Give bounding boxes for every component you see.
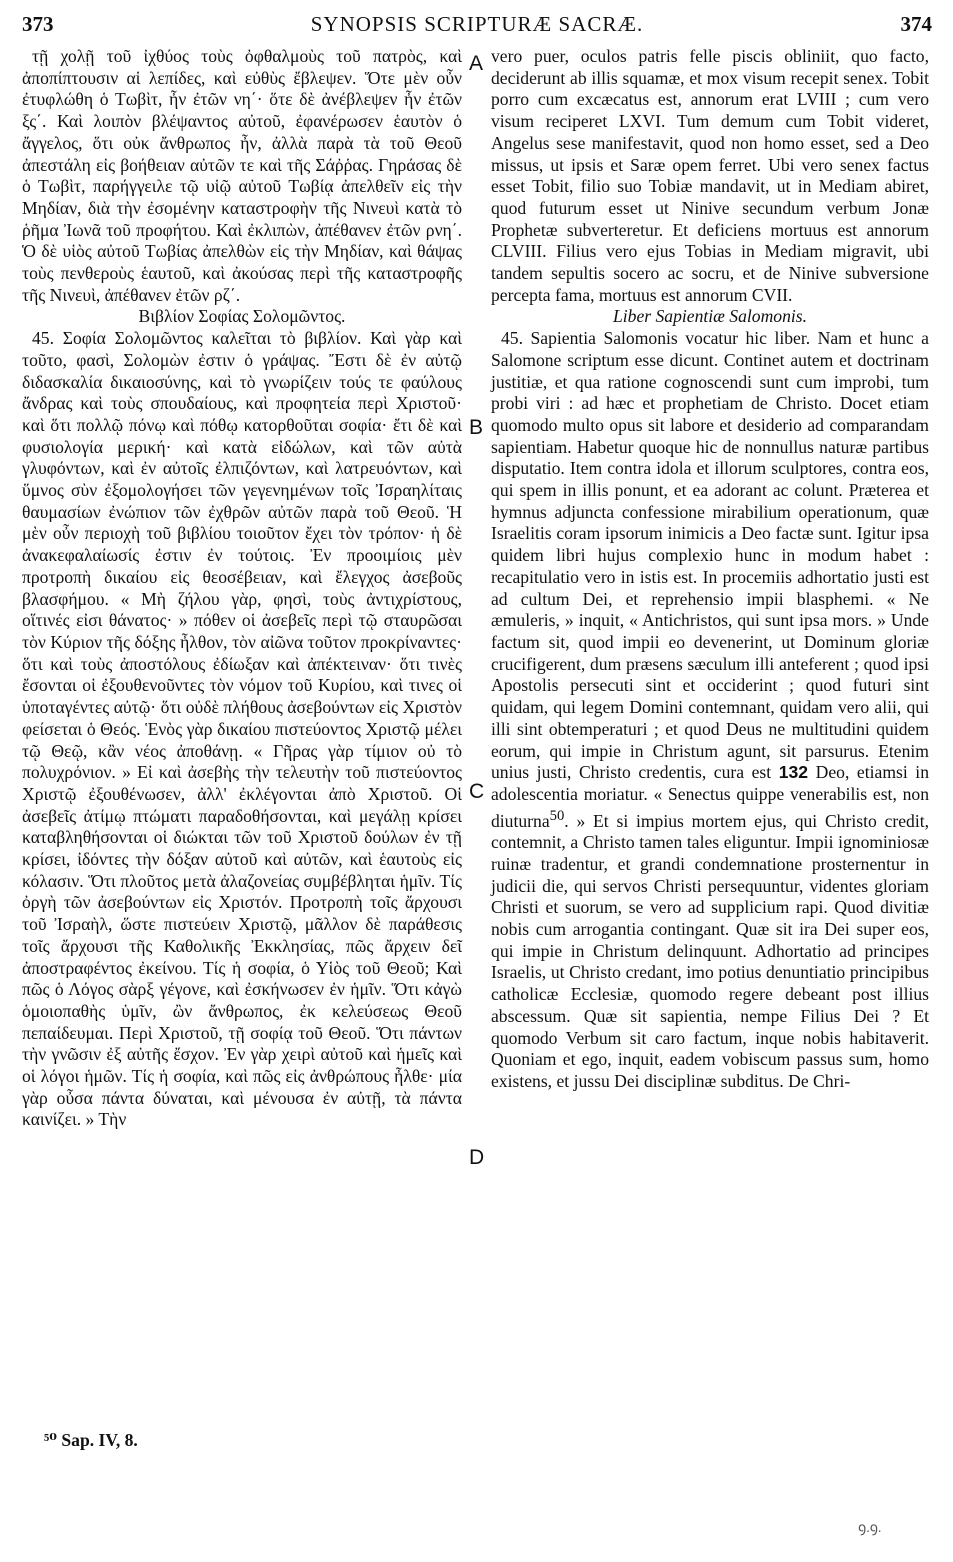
column-number: 132: [778, 762, 809, 783]
latin-text-part-b: Deo, etiamsi in adolescentia moriatur. « Senectus quippe venerabilis est, non diuturna: [491, 762, 929, 831]
greek-paragraph-wisdom: 45. Σοφία Σολομῶντος καλεῖται τὸ βιβλίον. Καὶ γὰρ καὶ τοῦτο, φασὶ, Σολομὼν ἐστιν ὁ γράψας. Ἔστι δὲ ἐν αὐτῷ διδασκαλία δικαιοσύνης, καὶ τὸ γνωρίζειν τούς τε φαύλους ἄνδρας καὶ τοὺς σπουδαίους, καὶ προφητεία περὶ Χριστοῦ· καὶ ὅτι πολλῷ πόνῳ καὶ πόθῳ κατορθοῦται σοφία· ἔτι δὲ καὶ φυσιολογία μερική· καὶ κατὰ εἰδώλων, καὶ τῶν αὐτὰ γλυφόντων, καὶ ἐν αὐτοῖς ἐλπιζόντων, καὶ λατρευόντων, καὶ ὕμνος σὺν ἐξομολογήσει τῶν γεγενημένων τοῖς Ἰσραηλίταις θαυμασίων ἐνώπιον τῶν ἐχθρῶν αὐτῶν παρὰ τοῦ Θεοῦ. Ἡ μὲν οὖν περιοχὴ τοῦ βιβλίου τοιοῦτον ἔχει τὸν τρόπον· ἡ δὲ ἀνακεφαλαίωσίς ἐστιν ἐν τούτοις. Ἐν προοιμίοις μὲν προτροπὴ δικαίου εἰς θεοσέβειαν, καὶ ἔλεγχος ἀσεβοῦς βλασφήμου. « Μὴ ζήλου γὰρ, φησὶ, τοὺς ἀντιχρίστους, οἵτινές εἰσι θάνατος· » πόθεν οἱ ἀσεβεῖς περὶ τῷ σταυρῶσαι τὸν Κύριον τῆς δόξης ἦλθον, τὸν αἰῶνα τοῦτον προκρίναντες· ὅτι καὶ τοὺς ἀποστόλους ἐδίωξαν καὶ ἀπέκτειναν· ὅτι τινὲς ἔσονται οἱ ἐξουθενοῦντες τὸν νόμον τοῦ Κυρίου, καὶ τινες οἱ ὑποταγέντες αὐτῷ· ὅτι οὐδὲ πλήθους ἀσεβούντων εἰς Χριστὸν φείσεται ὁ Θεός. Ἑνὸς γὰρ δικαίου πιστεύοντος Χριστῷ μέλει τῷ Θεῷ, κἂν νέος ἀποθάνῃ. « Γῆρας γὰρ τίμιον οὐ τὸ πολυχρόνιον. » Εἰ καὶ ἀσεβὴς τὴν τελευτὴν τοῦ πιστεύοντος Χριστῷ ἐξουθένωσεν, ἀλλ' ἐκλέγονται ἀπὸ Χριστοῦ. Οἱ ἀσεβεῖς ἀτίμῳ πτώματι παραδοθήσονται, καὶ μεγάλῃ κρίσει καταβληθήσονται οἱ διώκται τῶν τοῦ Χριστοῦ δούλων ἐν τῇ κρίσει, ἰδόντες τὴν δόξαν αὐτοῦ καὶ αὐτῶν, καὶ ἑαυτοὺς εἰς κόλασιν. Ὅτι πλοῦτος μετὰ ἀλαζονείας συμβέβληται ἡμῖν. Τίς ὀργὴ τῶν ἀσεβούντων εἰς Χριστόν. Προτροπὴ τοῖς ἄρχουσι τοῦ Ἰσραὴλ, ὥστε πιστεύειν Χριστῷ, μᾶλλον δὲ παράθεσις τοῖς ἄρχουσι τῆς Καθολικῆς Ἐκκλησίας, πῶς ἄρχειν δεῖ ἀποστραφέντος ἐκείνου. Τίς ἡ σοφία, ὁ Υἱὸς τοῦ Θεοῦ; Καὶ πῶς ὁ Λόγος σὰρξ γέγονε, καὶ ἐσκήνωσεν ἐν ἡμῖν. Ὅτι κἀγὼ ὁμοιοπαθὴς ὑμῖν, ὢν ἄνθρωπος, ἐκ κελεύσεως Θεοῦ πεπαίδευμαι. Περὶ Χριστοῦ, τῇ σοφίᾳ τοῦ Θεοῦ. Ὅτι πάντων τὴν γνῶσιν ἐξ αὐτῆς ἔσχον. Ἐν γὰρ χειρὶ αὐτοῦ καὶ ἡμεῖς καὶ οἱ λόγοι ἡμῶν. Τίς ἡ σοφία, καὶ πῶς εἰς ἀνθρώπους ἦλθε· μία γὰρ οὖσα πάντα δύναται, καὶ μένουσα ἐν αὐτῇ, τὰ πάντα καινίζει. » Τὴν: [22, 328, 462, 1130]
footnote-reference: 50: [549, 807, 565, 824]
latin-column: [491, 46, 929, 1093]
margin-marker-c: C: [469, 780, 485, 803]
latin-section-heading: Liber Sapientiæ Salomonis.: [612, 306, 808, 327]
latin-paragraph-wisdom: [491, 328, 929, 1092]
page-number-right: 374: [900, 12, 932, 36]
latin-text-part-a: 45. Sapientia Salomonis vocatur hic liber. Nam et hunc a Salomone scriptum esse dicunt. Continet autem et doctrinam justitiæ, et qua ratione cognoscendi sunt cum improbi, tum probi viri : ad hæc et prophetiam de Christo. Docet etiam quomodo multo opus sit labore et desiderio ad comparandam sapientiam. Habetur quoque hic de nonnullus naturæ partibus disputatio. Item contra idola et illorum sculptores, contra eos, qui spem in illis ponunt, et ea adorant ac colunt. Præterea et hymnus adjuncta confessione mirabilium operationum, quæ Israelitis coram ipsorum inimicis a Deo factæ sunt. Igitur ipsa quidem libri hujus complexio hunc in modum habet : recapitulatio vero in istis est. In procemiis adhortatio justi est ad cultum Dei, et reprehensio impii blasphemi. « Ne æmuleris, » inquit, « Antichristos, qui sunt ipsa mors. » Unde factum sit, quod impii eo devenerint, ut Dominum gloriæ crucifigerent, dum præsens sæculum illi anteferent ; quod ipsi Apostolis persecuti sint et occiderint ; quod futuri sint quidam, qui legem Domini contemnant, quidam vero alii, qui illi sint obtemperaturi ; et quod Deus ne multitudini quidem eorum, qui impie in Christum agunt, sit parsurus. Etenim unius justi, Christo credentis, cura est: [491, 328, 929, 783]
margin-marker-b: B: [469, 416, 484, 439]
margin-marker-d: D: [469, 1146, 485, 1169]
latin-paragraph-tobit: vero puer, oculos patris felle piscis obliniit, quo facto, deciderunt ab illis squamæ, et mox visum recepit senex. Tobit porro cum excæcatus est, annorum erat LVIII ; cum vero visum reciperet LXVI. Tum demum cum Tobit videret, Angelus sese manifestavit, quod non homo esset, sed a Deo missus, ut ipsis et Saræ opem ferret. Ubi vero senex factus esset Tobit, filio suo Tobiæ mandavit, ut in Mediam abiret, quod futurum esset ut Ninive secundum verbum Jonæ Prophetæ subverteretur. Et deficiens mortuus est annorum CLVIII. Filius vero ejus Tobias in Mediam migravit, ubi tandem sepultis socero ac socru, et de Ninive subversione percepta fama, mortuus est annorum CVII.: [491, 46, 929, 305]
greek-column: [22, 46, 462, 1131]
running-title: SYNOPSIS SCRIPTURÆ SACRÆ.: [310, 12, 644, 36]
page-header: [22, 8, 932, 38]
margin-marker-a: A: [469, 52, 484, 75]
latin-text-part-c: . » Et si impius mortem ejus, qui Christo credit, contemnit, a Christo tamen tales eliguntur. Impii ignominiosæ ruinæ tradentur, et grandi condemnatione prosternentur in judicii die, qui servos Christi persequuntur, videntes gloriam Christi et suorum, se vero ad supplicium rapi. Quod divitiæ nobis cum arrogantia contingant. Quæ sit ira Dei super eos, qui impie in Christum delinquunt. Adhortatio ad principes Israelis, ut Christo credant, imo potius denuntiatio principibus catholicæ Ecclesiæ, quomodo regere debeant post illius abscessum. Quæ sit sapientia, nempe Filius Dei ? Et quomodo Verbum sit caro factum, inque nobis habitaverit. Quoniam et ego, inquit, eadem vobiscum passus sum, homo existens, et jussu Dei disciplinæ subditus. De Chri-: [491, 810, 929, 1091]
footnote: ⁵⁰ Sap. IV, 8.: [44, 1430, 138, 1450]
greek-section-heading: Βιβλίον Σοφίας Σολομῶντος.: [138, 306, 346, 327]
page-number-left: 373: [22, 12, 54, 36]
greek-paragraph-tobit: τῇ χολῇ τοῦ ἰχθύος τοὺς ὀφθαλμοὺς τοῦ πατρὸς, καὶ ἀποπίπτουσιν αἱ λεπίδες, καὶ εὐθὺς ἔβλεψεν. Ὅτε μὲν οὖν ἐτυφλώθη ὁ Τωβὶτ, ἦν ἐτῶν νη΄· ὅτε δὲ ἀνέβλεψεν ἦν ἐτῶν ξς΄. Καὶ λοιπὸν βλέψαντος αὐτοῦ, ἐφανέρωσεν ἑαυτὸν ὁ ἄγγελος, ὅτι οὐκ ἄνθρωπος ἦν, ἀλλὰ παρὰ τὰ τοῦ Θεοῦ ἀπεστάλη εἰς βοήθειαν αὐτῶν τε καὶ τῆς Σάῤῥας. Γηράσας δὲ ὁ Τωβὶτ, παρήγγειλε τῷ υἱῷ αὐτοῦ Τωβίᾳ ἀπελθεῖν εἰς τὴν Μηδίαν, διὰ τὴν ἐσομένην καταστροφὴν τῆς Νινευὶ κατὰ τὸ ῥῆμα Ἰωνᾶ τοῦ προφήτου. Καὶ ἐκλιπὼν, ἀπέθανεν ἐτῶν ρνη΄. Ὁ δὲ υἱὸς αὐτοῦ Τωβίας ἀπελθὼν εἰς τὴν Μηδίαν, καὶ θάψας τοὺς πενθεροὺς ἑαυτοῦ, καὶ ἀκούσας περὶ τῆς καταστροφῆς τῆς Νινευὶ, ἀπέθανεν ἐτῶν ρζ΄.: [22, 46, 462, 305]
ornament-mark: ꝯ.ꝯ.: [858, 1521, 882, 1536]
